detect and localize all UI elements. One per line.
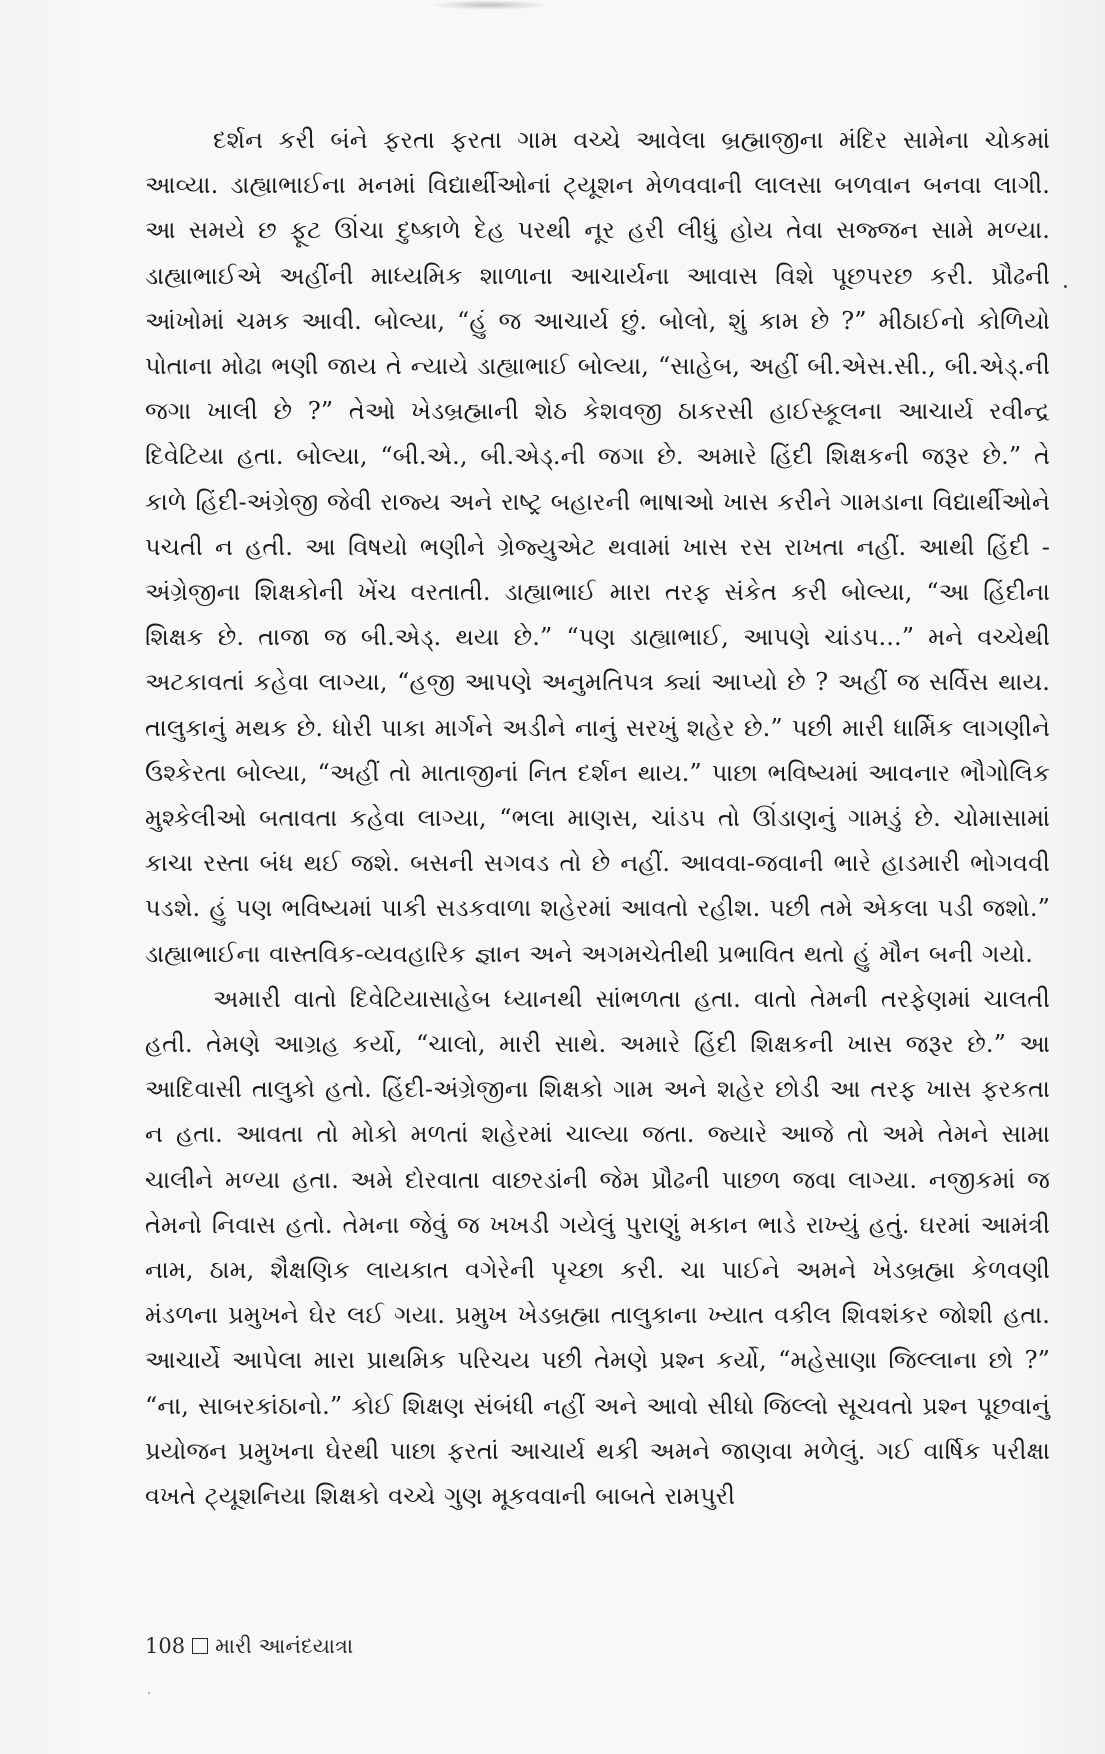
body-text: [145, 118, 1050, 1519]
scan-speck: [1064, 285, 1067, 288]
page-number: 108: [145, 1634, 186, 1658]
scan-speck: [148, 1692, 150, 1694]
book-title: મારી આનંદયાત્રા: [215, 1634, 354, 1658]
paragraph: અમારી વાતો દિવેટિયાસાહેબ ધ્યાનથી સાંભળતા હતા. વાતો તેમની તરફેણમાં ચાલતી હતી. તેમણે આગ્રહ કર્યો, “ચાલો, મારી સાથે. અમારે હિંદી શિક્ષકની ખાસ જરૂર છે.” આ આદિવાસી તાલુકો હતો. હિંદી-અંગ્રેજીના શિક્ષકો ગામ અને શહેર છોડી આ તરફ ખાસ ફરકતા ન હતા. આવતા તો મોકો મળતાં શહેરમાં ચાલ્યા જતા. જ્યારે આજે તો અમે તેમને સામા ચાલીને મળ્યા હતા. અમે દોરવાતા વાછરડાંની જેમ પ્રૌઢની પાછળ જવા લાગ્યા. નજીકમાં જ તેમનો નિવાસ હતો. તેમના જેવું જ ખખડી ગયેલું પુરાણું મકાન ભાડે રાખ્યું હતું. ઘરમાં આમંત્રી નામ, ઠામ, શૈક્ષણિક લાયકાત વગેરેની પૃચ્છા કરી. ચા પાઈને અમને ખેડબ્રહ્મા કેળવણી મંડળના પ્રમુખને ઘેર લઈ ગયા. પ્રમુખ ખેડબ્રહ્મા તાલુકાના ખ્યાત વકીલ શિવશંકર જોશી હતા. આચાર્યે આપેલા મારા પ્રાથમિક પરિચય પછી તેમણે પ્રશ્ન કર્યો, “મહેસાણા જિલ્લાના છો ?” “ના, સાબરકાંઠાનો.” કોઈ શિક્ષણ સંબંધી નહીં અને આવો સીધો જિલ્લો સૂચવતો પ્રશ્ન પૂછવાનું પ્રયોજન પ્રમુખના ઘેરથી પાછા ફરતાં આચાર્ય થકી અમને જાણવા મળેલું. ગઈ વાર્ષિક પરીક્ષા વખતે ટ્યૂશનિયા શિક્ષકો વચ્ચે ગુણ મૂકવવાની બાબતે રામપુરી: [145, 984, 1050, 1511]
scan-shadow: [430, 0, 550, 10]
paragraph: દર્શન કરી બંને ફરતા ફરતા ગામ વચ્ચે આવેલા બ્રહ્માજીના મંદિર સામેના ચોકમાં આવ્યા. ડાહ્યાભાઈના મનમાં વિદ્યાર્થીઓનાં ટ્યૂશન મેળવવાની લાલસા બળવાન બનવા લાગી. આ સમયે છ ફૂટ ઊંચા દુષ્કાળે દેહ પરથી નૂર હરી લીધું હોય તેવા સજ્જન સામે મળ્યા. ડાહ્યાભાઈએ અહીંની માધ્યમિક શાળાના આચાર્યના આવાસ વિશે પૂછપરછ કરી. પ્રૌઢની આંખોમાં ચમક આવી. બોલ્યા, “હું જ આચાર્ય છું. બોલો, શું કામ છે ?” મીઠાઈનો કોળિયો પોતાના મોઢા ભણી જાય તે ન્યાયે ડાહ્યાભાઈ બોલ્યા, “સાહેબ, અહીં બી.એસ.સી., બી.એડ્.ની જગા ખાલી છે ?” તેઓ ખેડબ્રહ્માની શેઠ કેશવજી ઠાકરસી હાઈસ્કૂલના આચાર્ય રવીન્દ્ર દિવેટિયા હતા. બોલ્યા, “બી.એ., બી.એડ્.ની જગા છે. અમારે હિંદી શિક્ષકની જરૂર છે.” તે કાળે હિંદી-અંગ્રેજી જેવી રાજ્ય અને રાષ્ટ્ર બહારની ભાષાઓ ખાસ કરીને ગામડાના વિદ્યાર્થીઓને પચતી ન હતી. આ વિષયો ભણીને ગ્રેજ્યુએટ થવામાં ખાસ રસ રાખતા નહીં. આથી હિંદી - અંગ્રેજીના શિક્ષકોની ખેંચ વરતાતી. ડાહ્યાભાઈ મારા તરફ સંકેત કરી બોલ્યા, “આ હિંદીના શિક્ષક છે. તાજા જ બી.એડ્. થયા છે.” “પણ ડાહ્યાભાઈ, આપણે ચાંડપ...” મને વચ્ચેથી અટકાવતાં કહેવા લાગ્યા, “હજી આપણે અનુમતિપત્ર ક્યાં આપ્યો છે ? અહીં જ સર્વિસ થાય. તાલુકાનું મથક છે. ધોરી પાકા માર્ગને અડીને નાનું સરખું શહેર છે.” પછી મારી ધાર્મિક લાગણીને ઉશ્કેરતા બોલ્યા, “અહીં તો માતાજીનાં નિત દર્શન થાય.” પાછા ભવિષ્યમાં આવનાર ભૌગોલિક મુશ્કેલીઓ બતાવતા કહેવા લાગ્યા, “ભલા માણસ, ચાંડપ તો ઊંડાણનું ગામડું છે. ચોમાસામાં કાચા રસ્તા બંધ થઈ જશે. બસની સગવડ તો છે નહીં. આવવા-જવાની ભારે હાડમારી ભોગવવી પડશે. હું પણ ભવિષ્યમાં પાકી સડકવાળા શહેરમાં આવતો રહીશ. પછી તમે એકલા પડી જશો.” ડાહ્યાભાઈના વાસ્તવિક-વ્યવહારિક જ્ઞાન અને અગમચેતીથી પ્રભાવિત થતો હું મૌન બની ગયો.: [145, 126, 1050, 968]
box-icon: [192, 1638, 208, 1654]
page-footer: [145, 1632, 353, 1660]
